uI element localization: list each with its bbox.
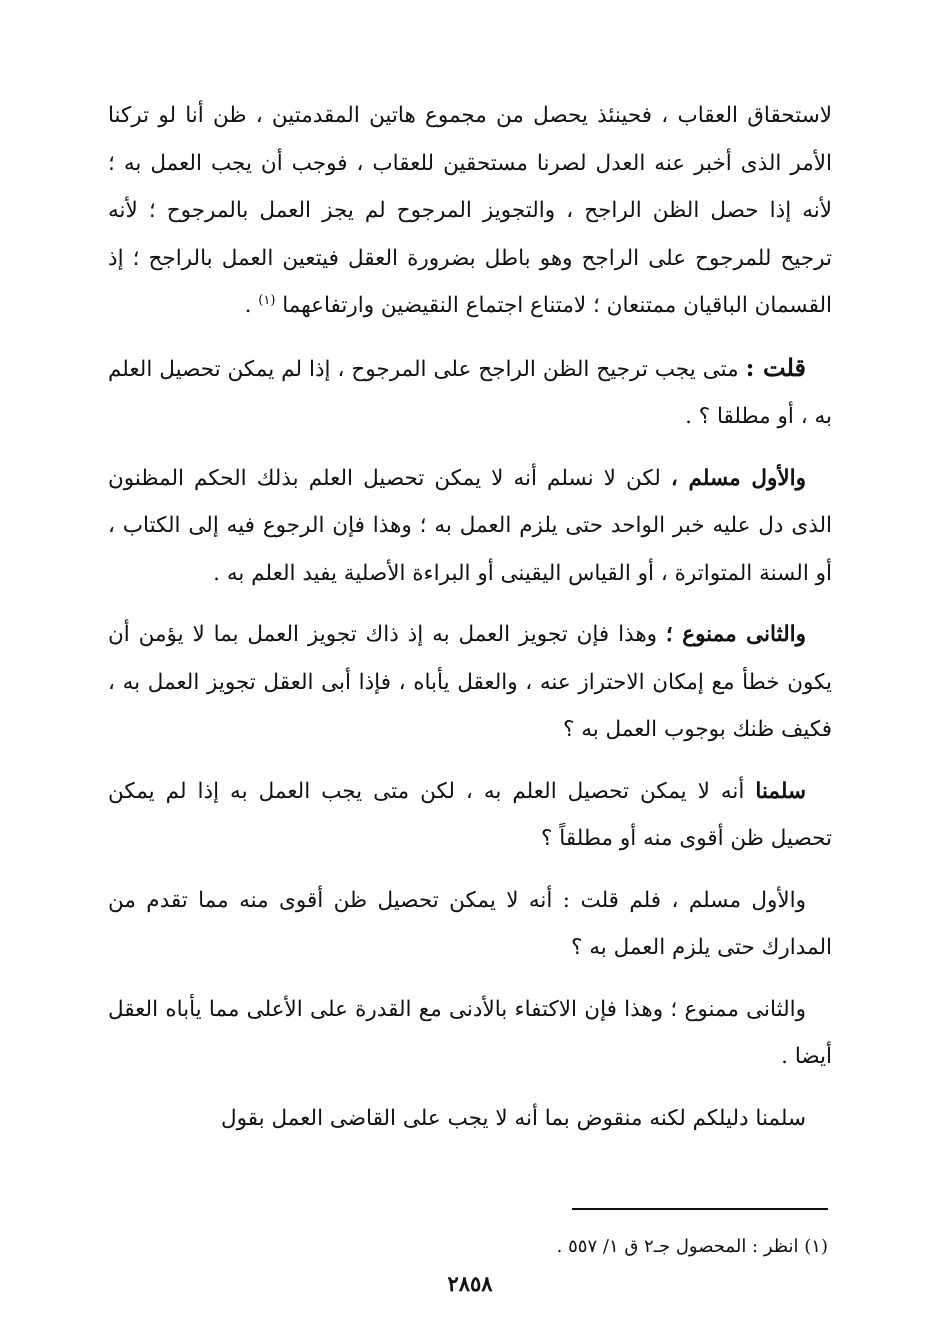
paragraph-3-lead: والأول مسلم ، (670, 465, 806, 491)
footnote (108, 1232, 828, 1262)
paragraph-5-lead: سلمنا (755, 778, 806, 804)
paragraph-3 (108, 455, 832, 598)
paragraph-6 (108, 877, 832, 972)
footnote-divider (572, 1208, 828, 1210)
paragraph-4 (108, 611, 832, 754)
paragraph-3-text: لكن لا نسلم أنه لا يمكن تحصيل العلم بذلك الحكم المظنون الذى دل عليه خبر الواحد حتى يلزم العمل به ؛ وهذا فإن الرجوع فيه إلى الكتاب ، أو السنة المتواترة ، أو القياس اليقينى أو البراءة الأصلية يفيد العلم به . (108, 465, 832, 586)
paragraph-2-text: متى يجب ترجيح الظن الراجح على المرجوح ، إذا لم يمكن تحصيل العلم به ، أو مطلقا ؟ . (108, 356, 832, 429)
paragraph-1 (108, 92, 832, 330)
paragraph-7-text: والثانى ممنوع ؛ وهذا فإن الاكتفاء بالأدنى مع القدرة على الأعلى مما يأباه العقل أيضا . (108, 996, 832, 1069)
paragraph-2-lead: قلت : (745, 352, 806, 382)
paragraph-7 (108, 986, 832, 1081)
paragraph-1-tail: . (244, 293, 252, 318)
main-text (108, 92, 832, 1156)
paragraph-8-text: سلمنا دليلكم لكنه منقوض بما أنه لا يجب على القاضى العمل بقول (221, 1105, 806, 1131)
paragraph-4-text: وهذا فإن تجويز العمل به إذ ذاك تجويز العمل بما لا يؤمن أن يكون خطأ مع إمكان الاحتراز عنه ، والعقل يأباه ، فإذا أبى العقل تجويز العمل به ، فكيف ظنك بوجوب العمل به ؟ (108, 622, 832, 742)
paragraph-4-lead: والثانى ممنوع ؛ (665, 622, 806, 647)
paragraph-2 (108, 344, 832, 441)
paragraph-8 (108, 1095, 832, 1143)
paragraph-5-text: أنه لا يمكن تحصيل العلم به ، لكن متى يجب العمل به إذا لم يمكن تحصيل ظن أقوى منه أو مطلقاً ؟ (108, 778, 832, 851)
page-number: ٢٨٥٨ (447, 1271, 493, 1296)
footnote-text: (١) انظر : المحصول جـ٢ ق ١/ ٥٥٧ . (556, 1236, 828, 1257)
footnote-reference: (١) (258, 292, 276, 308)
paragraph-6-text: والأول مسلم ، فلم قلت : أنه لا يمكن تحصيل ظن أقوى منه مما تقدم من المدارك حتى يلزم العمل به ؟ (108, 887, 832, 960)
paragraph-1-text: لاستحقاق العقاب ، فحينئذ يحصل من مجموع هاتين المقدمتين ، ظن أنا لو تركنا الأمر الذى أخبر عنه العدل لصرنا مستحقين للعقاب ، فوجب أن يجب العمل به ؛ لأنه إذا حصل الظن الراجح ، والتجويز المرجوح لم يجز العمل بالمرجوح ؛ لأنه ترجيح للمرجوح على الراجح وهو باطل بضرورة العقل فيتعين العمل بالراجح ؛ إذ القسمان الباقيان ممتنعان ؛ لامتناع اجتماع النقيضين وارتفاعهما (108, 103, 832, 318)
paragraph-5 (108, 768, 832, 863)
